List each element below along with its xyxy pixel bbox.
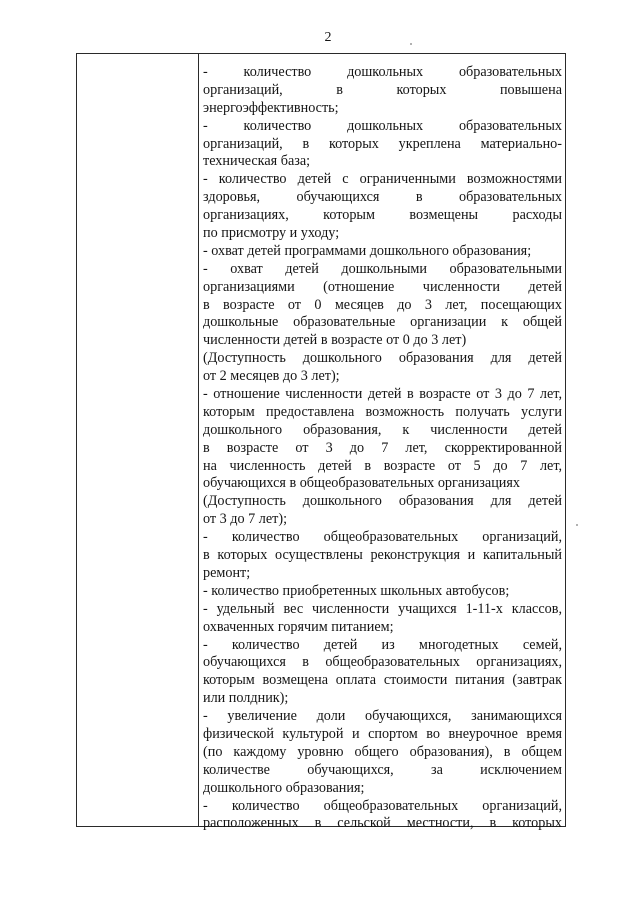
- text-line: здоровья, обучающихся в образовательных: [203, 189, 562, 206]
- text-line: дошкольные образовательные организации к общей: [203, 314, 562, 331]
- document-table: [76, 53, 566, 832]
- text-line: - количество детей с ограниченными возможностями: [203, 171, 562, 188]
- text-line: организациями (отношение численности детей: [203, 278, 562, 295]
- text-line: от 2 месяцев до 3 лет);: [203, 368, 340, 385]
- text-line: - количество приобретенных школьных автобусов;: [203, 582, 510, 599]
- text-line: обучающихся в общеобразовательных организациях: [203, 475, 521, 492]
- text-line: организациях, которым возмещены расходы: [203, 207, 562, 224]
- text-line: организаций, в которых повышена: [203, 81, 562, 98]
- text-line: или полдник);: [203, 690, 289, 707]
- text-line: - отношение численности детей в возрасте от 3 до 7 лет,: [203, 386, 562, 403]
- text-line: организаций, в которых укреплена материально-: [203, 135, 562, 152]
- text-line: ремонт;: [203, 564, 251, 581]
- text-line: - охват детей программами дошкольного образования;: [203, 242, 532, 259]
- text-line: по присмотру и уходу;: [203, 225, 340, 242]
- text-line: которым предоставлена возможность получать услуги: [203, 403, 562, 420]
- text-line: техническая база;: [203, 153, 311, 170]
- text-line: охваченных горячим питанием;: [203, 618, 394, 635]
- text-line: (Доступность дошкольного образования для детей: [203, 493, 562, 510]
- text-line: в возрасте от 0 месяцев до 3 лет, посещающих: [203, 296, 562, 313]
- text-line: (по каждому уровню общего образования), в общем: [203, 743, 562, 760]
- text-line: дошкольного образования;: [203, 779, 365, 796]
- text-line: - количество детей из многодетных семей,: [203, 636, 562, 653]
- page-number: 2: [324, 30, 332, 45]
- text-line: в возрасте от 3 до 7 лет, скорректированной: [203, 439, 562, 456]
- text-line: расположенных в сельской местности, в которых: [203, 815, 562, 832]
- table-left-cell: [77, 54, 198, 826]
- text-line: - количество общеобразовательных организаций,: [203, 529, 562, 546]
- text-line: - количество дошкольных образовательных: [203, 117, 562, 134]
- text-line: в которых осуществлены реконструкция и капитальный: [203, 547, 562, 564]
- text-line: обучающихся в общеобразовательных организациях,: [203, 654, 562, 671]
- text-line: - количество дошкольных образовательных: [203, 64, 562, 80]
- text-line: физической культурой и спортом во внеурочное время: [203, 725, 562, 742]
- text-line: энергоэффективность;: [203, 99, 339, 116]
- text-line: численности детей в возрасте от 0 до 3 лет): [203, 332, 467, 349]
- scan-speck: [576, 524, 578, 526]
- column-divider: [198, 54, 199, 826]
- text-line: от 3 до 7 лет);: [203, 511, 288, 528]
- text-line: - увеличение доли обучающихся, занимающихся: [203, 708, 562, 725]
- text-line: (Доступность дошкольного образования для детей: [203, 350, 562, 367]
- scan-speck: [410, 43, 412, 45]
- text-line: - количество общеобразовательных организаций,: [203, 797, 562, 814]
- text-line: дошкольного образования, к численности детей: [203, 421, 562, 438]
- text-line: которым возмещена оплата стоимости питания (завтрак: [203, 672, 562, 689]
- text-line: на численность детей в возрасте от 5 до 7 лет,: [203, 457, 562, 474]
- text-line: - удельный вес численности учащихся 1-11-х классов,: [203, 600, 562, 617]
- text-line: количестве обучающихся, за исключением: [203, 761, 562, 778]
- text-line: - охват детей дошкольными образовательными: [203, 260, 562, 277]
- table-right-cell: [203, 64, 562, 833]
